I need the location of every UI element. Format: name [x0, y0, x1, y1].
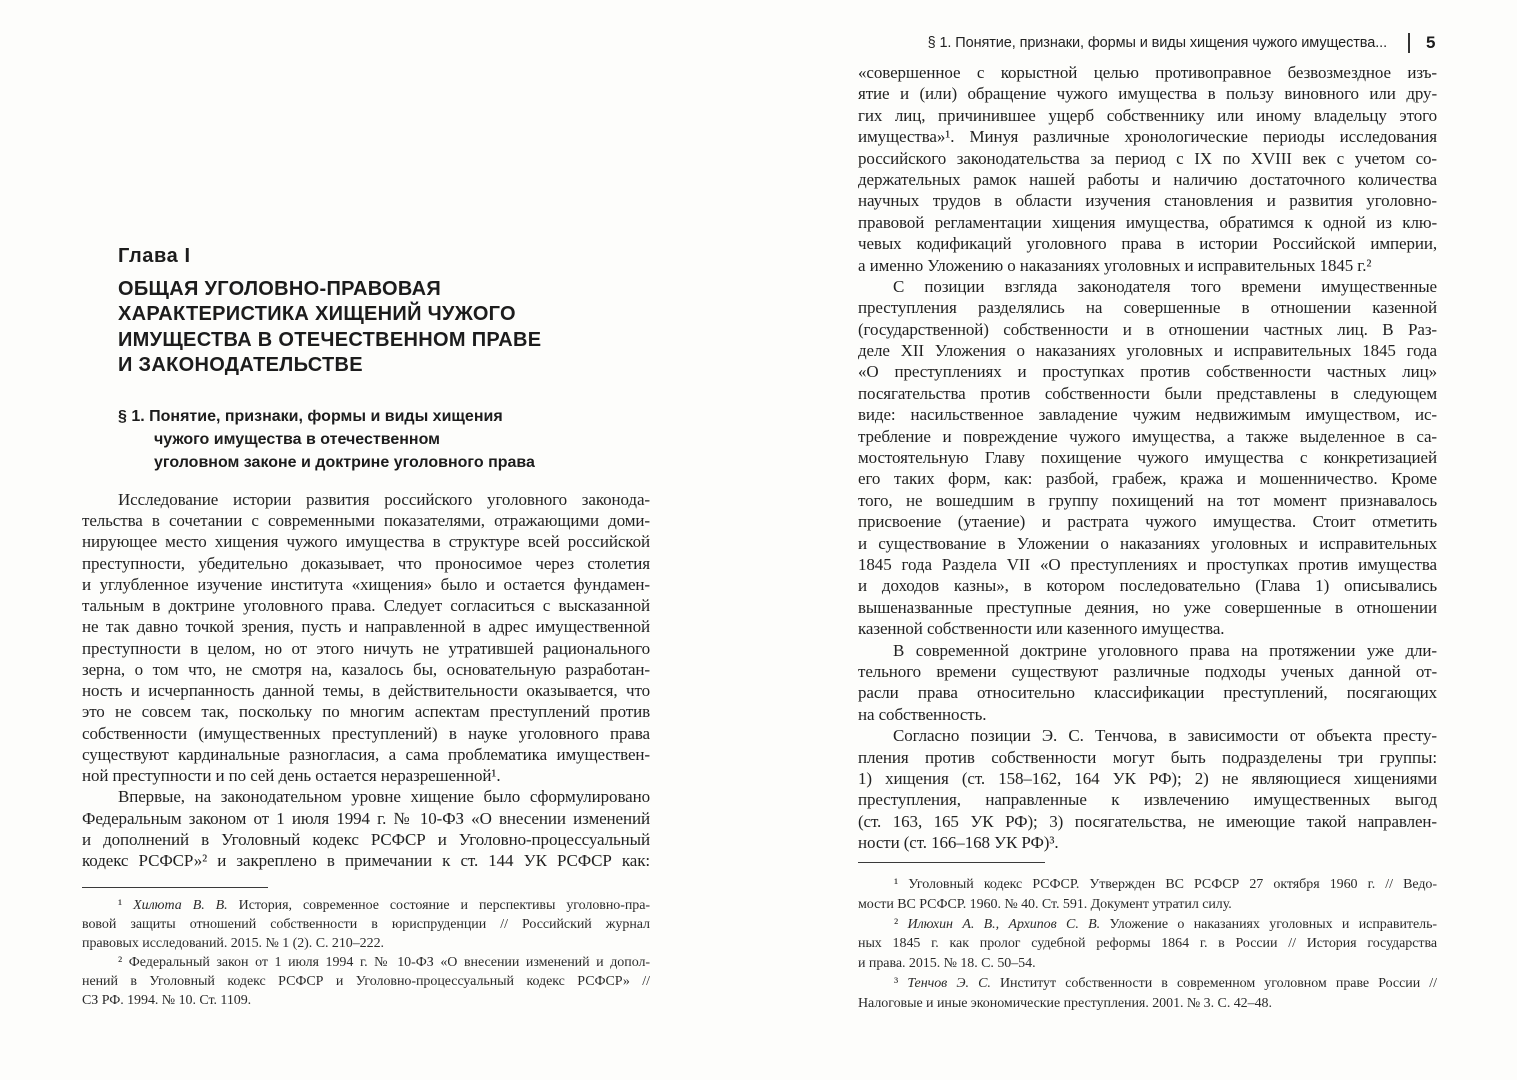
text-line: и углубленное изучение института «хищения» было и остается фундамен- [82, 574, 650, 594]
footnote-text: История, современное состояние и перспективы уголовно-пра- [238, 898, 650, 913]
left-page [0, 0, 758, 1080]
text-line: собственности (имущественных преступлений) в науке уголовного права [82, 723, 650, 743]
text-line: (государственной) собственности и в отношении частных лиц. В Раз- [858, 319, 1437, 339]
text-line: присвоение (утаение) и растрата чужого имущества. Стоит отметить [858, 512, 1437, 532]
text-line: Исследование истории развития российского уголовного законода- [118, 490, 650, 509]
text-line: виде: насильственное завладение чужим недвижимым имуществом, ис- [858, 405, 1437, 425]
chapter-title [118, 277, 541, 378]
paragraph [82, 489, 650, 786]
footnote [82, 953, 650, 1010]
text-line: имущества»¹. Минуя различные хронологические периоды исследования [858, 127, 1437, 147]
footnote-line: мости ВС РСФСР. 1960. № 40. Ст. 591. Документ утратил силу. [858, 896, 1232, 912]
text-line: чевых кодификаций уголовного права в истории Российской империи, [858, 234, 1437, 254]
page-number: 5 [1426, 33, 1436, 52]
text-line: В современной доктрине уголовного права на протяжении уже дли- [893, 640, 1437, 660]
text-line: расли права относительно классификации преступлений, посягающих [858, 683, 1437, 703]
footnote-marker: ¹ [118, 898, 123, 913]
footnote-line [858, 915, 1437, 935]
section-heading-line: § 1. Понятие, признаки, формы и виды хищения [118, 408, 503, 425]
footnote-line: правовых исследований. 2015. № 1 (2). С. 210–222. [82, 936, 384, 951]
footnote-line: и права. 2015. № 18. С. 50–54. [858, 956, 1036, 972]
text-line: (ст. 163, 165 УК РФ); 3) посягательства, не имеющие такой направлен- [858, 811, 1437, 831]
footnote-text: Институт собственности в современном уголовном праве России // [999, 975, 1437, 991]
text-line: его таких форм, как: разбой, грабеж, кража и мошенничество. Кроме [858, 469, 1437, 489]
footnote-author: Тенчов Э. С. [907, 975, 991, 991]
chapter-title-line: ИМУЩЕСТВА В ОТЕЧЕСТВЕННОМ ПРАВЕ [118, 328, 542, 351]
text-line: правовой регламентации хищения имущества, обратимся к одной из клю- [858, 212, 1437, 232]
text-line: кодекс РСФСР»² и закреплено в примечании к ст. 144 УК РСФСР как: [82, 850, 650, 870]
text-line: «О преступлениях и проступках против собственности частных лиц» [858, 362, 1437, 382]
text-line: и существование в Уложении о наказаниях уголовных и исправительных [858, 533, 1437, 553]
text-line: 1845 года Раздела VII «О преступлениях и проступках против имущества [858, 554, 1437, 574]
text-line: посягательства против собственности были представлены в следующем [858, 383, 1437, 403]
text-line: преступности, убедительно доказывает, что проносимое через столетия [82, 553, 650, 573]
footnote-divider [82, 887, 268, 888]
text-line: не так давно точкой зрения, пусть и направленной в адрес имущественной [82, 617, 650, 637]
section-heading [118, 405, 535, 474]
footnote-line: вовой защиты отношений собственности в юриспруденции // Российский журнал [82, 917, 650, 932]
paragraph [82, 786, 650, 871]
text-line: тельного времени существуют различные подходы ученых данной от- [858, 661, 1437, 681]
text-line: научных трудов в области изучения становления и развития уголовно- [858, 191, 1437, 211]
text-line: зерна, о том что, не смотря на, казалось бы, основательную разработан- [82, 659, 650, 679]
text-line: существуют кардинальные разногласия, а сама проблематика имуществен- [82, 744, 650, 764]
footnote [858, 875, 1437, 915]
text-line: преступления, направленные к извлечению имущественных выгод [858, 790, 1437, 810]
section-heading-line: чужого имущества в отечественном [154, 431, 440, 448]
text-line: Согласно позиции Э. С. Тенчова, в зависимости от объекта престу- [893, 726, 1437, 746]
chapter-label: Глава I [118, 245, 191, 267]
footnote-marker: ¹ [894, 877, 899, 892]
text-line: 1) хищения (ст. 158–162, 164 УК РФ); 2) не являющиеся хищениями [858, 768, 1437, 788]
footnote [82, 896, 650, 953]
running-header: § 1. Понятие, признаки, формы и виды хищения чужого имущества... [927, 35, 1387, 51]
footnote [858, 915, 1437, 974]
paragraph [858, 276, 1437, 640]
footnote-author: Хилюта В. В. [133, 898, 228, 913]
paragraph [858, 62, 1437, 276]
text-line: пления против собственности могут быть подразделены три группы: [858, 747, 1437, 767]
text-line: тальным в доктрине уголовного права. Следует согласиться с высказанной [82, 596, 650, 616]
paragraph [858, 640, 1437, 726]
footnote-line: ных 1845 г. как пролог судебной реформы 1864 г. в России // История государства [858, 936, 1437, 952]
footnote-author: Илюхин А. В., Архипов С. В. [907, 916, 1101, 932]
footnote-text: Федеральный закон от 1 июля 1994 г. № 10-ФЗ «О внесении изменений и допол- [128, 955, 650, 970]
text-line: гих лиц, причинившее ущерб собственнику или иному владельцу этого [858, 105, 1437, 125]
text-line: держательных рамок нашей работы и наличию достаточного количества [858, 169, 1437, 189]
footnotes [82, 896, 650, 1010]
footnote-text: Уложение о наказаниях уголовных и исправитель- [1109, 916, 1437, 932]
footnote-line [82, 896, 650, 915]
text-line: ность и исчерпанность данной темы, в действительности оказывается, что [82, 681, 650, 701]
footnote-line: СЗ РФ. 1994. № 10. Ст. 1109. [82, 993, 252, 1008]
footnote-divider [858, 862, 1045, 863]
text-line: это не совсем так, поскольку по многим аспектам преступлений против [82, 702, 650, 722]
footnote [858, 974, 1437, 1014]
text-line: казенной собственности или казенного имущества. [858, 619, 1225, 639]
text-line: ной преступности и по сей день остается неразрешенной¹. [82, 766, 501, 786]
footnote-marker: ² [118, 955, 123, 970]
right-page [758, 0, 1517, 1080]
chapter-title-line: ОБЩАЯ УГОЛОВНО-ПРАВОВАЯ [118, 278, 442, 300]
chapter-title-line: ХАРАКТЕРИСТИКА ХИЩЕНИЙ ЧУЖОГО [118, 303, 516, 326]
footnote-marker: ³ [894, 975, 899, 991]
footnote-line [858, 875, 1437, 895]
text-line: требление и повреждение чужого имущества, а также выделенное в са- [858, 426, 1437, 446]
header-separator [1408, 33, 1410, 53]
text-line: тельства в сочетании с современными показателями, отражающими доми- [82, 511, 650, 531]
text-line: Федеральным законом от 1 июля 1994 г. № 10-ФЗ «О внесении изменений [82, 808, 650, 828]
text-line: «совершенное с корыстной целью противоправное безвозмездное изъ- [858, 63, 1437, 82]
right-body-text [858, 62, 1437, 853]
footnote-marker: ² [894, 916, 899, 932]
text-line: российского законодательства за период с IX по XVIII век с учетом со- [858, 148, 1437, 168]
text-line: вышеназванные преступные деяния, но уже совершенные в отношении [858, 597, 1437, 617]
footnote-text: Уголовный кодекс РСФСР. Утвержден ВС РСФСР 27 октября 1960 г. // Ведо- [908, 877, 1437, 892]
text-line: а именно Уложению о наказаниях уголовных и исправительных 1845 г.² [858, 255, 1372, 275]
text-line: на собственность. [858, 704, 987, 724]
text-line: ятие и (или) обращение чужого имущества в пользу виновного или дру- [858, 84, 1437, 104]
text-line: ности (ст. 166–168 УК РФ)³. [858, 833, 1059, 853]
footnote-line [858, 974, 1437, 994]
text-line: Впервые, на законодательном уровне хищение было сформулировано [118, 787, 650, 807]
section-heading-line: уголовном законе и доктрине уголовного права [154, 454, 535, 471]
paragraph [858, 725, 1437, 853]
footnote-line: Налоговые и иные экономические преступления. 2001. № 3. С. 42–48. [858, 995, 1272, 1011]
text-line: того, не вошедшим в группу похищений на тот момент признавалось [858, 490, 1437, 510]
text-line: С позиции взгляда законодателя того времени имущественные [893, 276, 1437, 296]
footnote-line [82, 953, 650, 972]
text-line: преступления разделялись на совершенные в отношении казенной [858, 298, 1437, 318]
chapter-title-line: И ЗАКОНОДАТЕЛЬСТВЕ [118, 353, 363, 376]
text-line: и дополнений в Уголовный кодекс РСФСР и Уголовно-процессуальный [82, 829, 650, 849]
footnote-line: нений в Уголовный кодекс РСФСР и Уголовно-процессуальный кодекс РСФСР» // [82, 974, 650, 989]
footnotes [858, 875, 1437, 1014]
text-line: нирующее место хищения чужого имущества в структуре всей российской [82, 532, 650, 552]
text-line: и доходов казны», в котором последовательно (Глава 1) описывались [858, 576, 1437, 596]
text-line: преступности в целом, но от этого ничуть не утратившей рационального [82, 638, 650, 658]
left-body-text [82, 489, 650, 871]
text-line: деле XII Уложения о наказаниях уголовных и исправительных 1845 года [858, 341, 1437, 361]
text-line: мостоятельную Главу похищение чужого имущества с конкретизацией [858, 448, 1437, 468]
